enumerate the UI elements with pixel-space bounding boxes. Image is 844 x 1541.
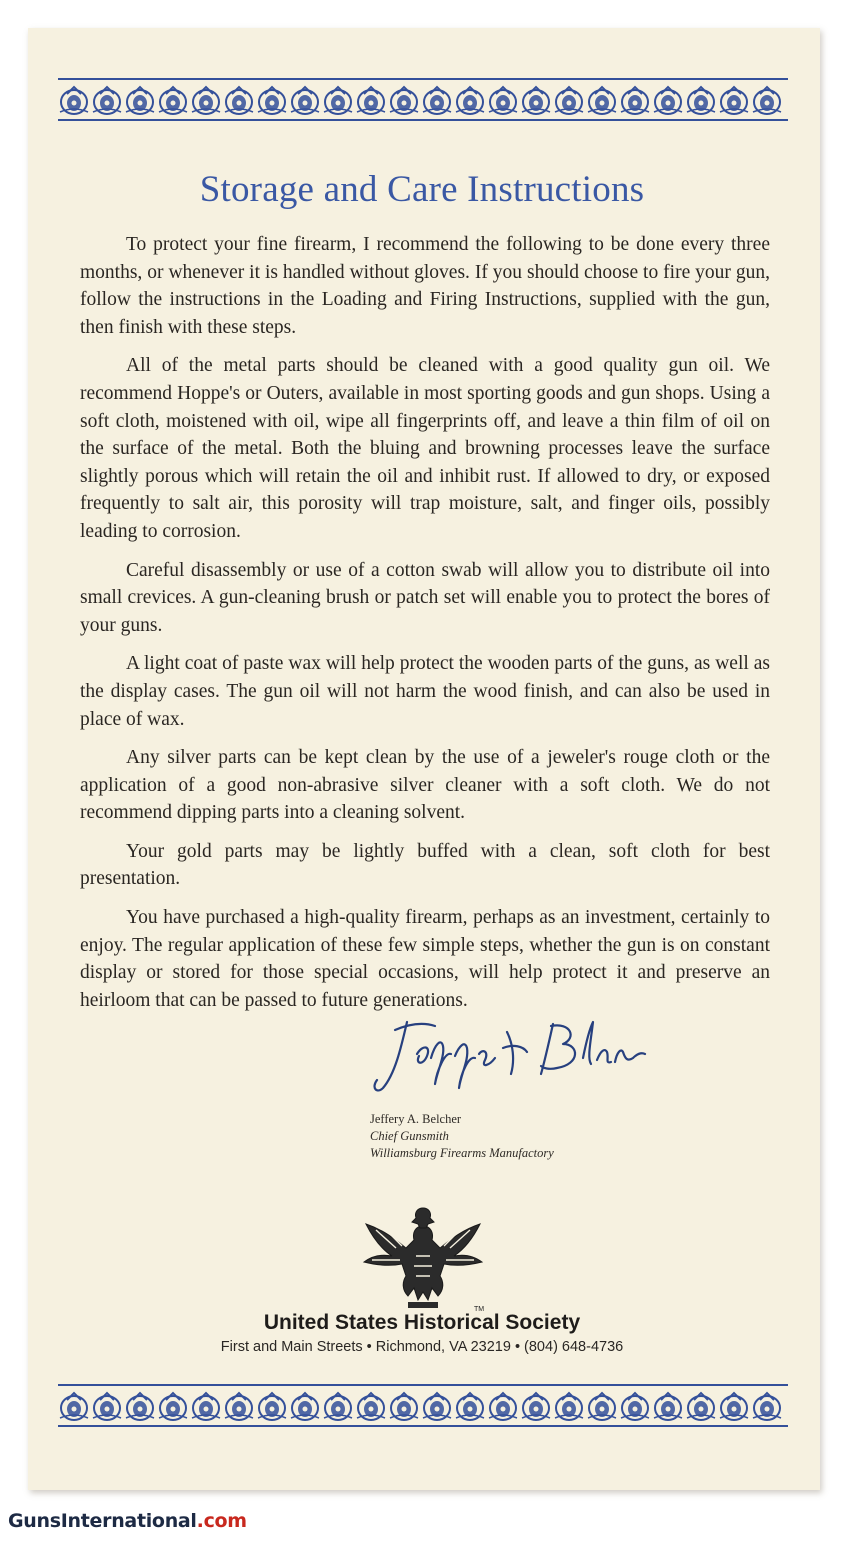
paragraph: Your gold parts may be lightly buffed with a clean, soft cloth for best presentation. [80,840,770,890]
watermark-main: GunsInternational [8,1510,197,1532]
paragraph: A light coat of paste wax will help protect the wooden parts of the guns, as well as the display cases. The gun oil will not harm the wood finish, and can also be used in place of wax. [80,653,770,730]
signer-company: Williamsburg Firearms Manufactory [370,1146,554,1160]
watermark-suffix: .com [196,1510,247,1532]
border-rule [58,1425,788,1427]
signer-role: Chief Gunsmith [370,1129,449,1143]
signer-name: Jeffery A. Belcher [370,1112,462,1126]
handwritten-signature [365,1008,655,1098]
top-thistle-border [58,78,788,122]
thistle-border-ornament [58,84,788,116]
paragraph: Careful disassembly or use of a cotton swab will allow you to distribute oil into small crevices. A gun-cleaning brush or patch set will enable you to protect the bores of your guns. [80,559,770,636]
trademark-mark: TM [474,1306,485,1313]
eagle-emblem-icon [356,1196,490,1314]
paragraph: You have purchased a high-quality firearm, perhaps as an investment, certainly to enjoy. The regular application of these few simple steps, whether the gun is on constant display or stored for those special occasions, will help protect it and preserve an heirloom that can be passed to future generations. [80,907,770,1011]
paragraph: Any silver parts can be kept clean by the use of a jeweler's rouge cloth or the application of a good non-abrasive silver cleaner with a soft cloth. We do not recommend dipping parts into a cleaning solvent. [80,747,770,824]
paragraph: All of the metal parts should be cleaned with a good quality gun oil. We recommend Hoppe's or Outers, available in most sporting goods and gun shops. Using a soft cloth, moistened with oil, wipe all fingerprints off, and leave a thin film of oil on the surface of the metal. Both the bluing and browning processes leave the surface slightly porous which will retain the oil and inhibit rust. If allowed to dry, or exposed frequently to salt air, this porosity will trap moisture, salt, and finger oils, possibly leading to corrosion. [80,355,770,542]
site-watermark [8,1510,247,1532]
paragraph: To protect your fine firearm, I recommend the following to be done every three months, or whenever it is handled without gloves. If you should choose to fire your gun, follow the instructions in the Loading and Firing Instructions, supplied with the gun, then finish with these steps. [80,234,770,338]
border-rule [58,78,788,80]
organization-name: United States Historical Society [263,1311,581,1334]
page-title: Storage and Care Instructions [199,169,645,210]
bottom-thistle-border [58,1384,788,1428]
signer-block [370,1111,554,1162]
border-rule [58,1384,788,1386]
border-rule [58,119,788,121]
instructions-body [80,231,770,1025]
organization-address: First and Main Streets • Richmond, VA 23219 • (804) 648-4736 [220,1339,624,1355]
thistle-border-ornament [58,1390,788,1422]
